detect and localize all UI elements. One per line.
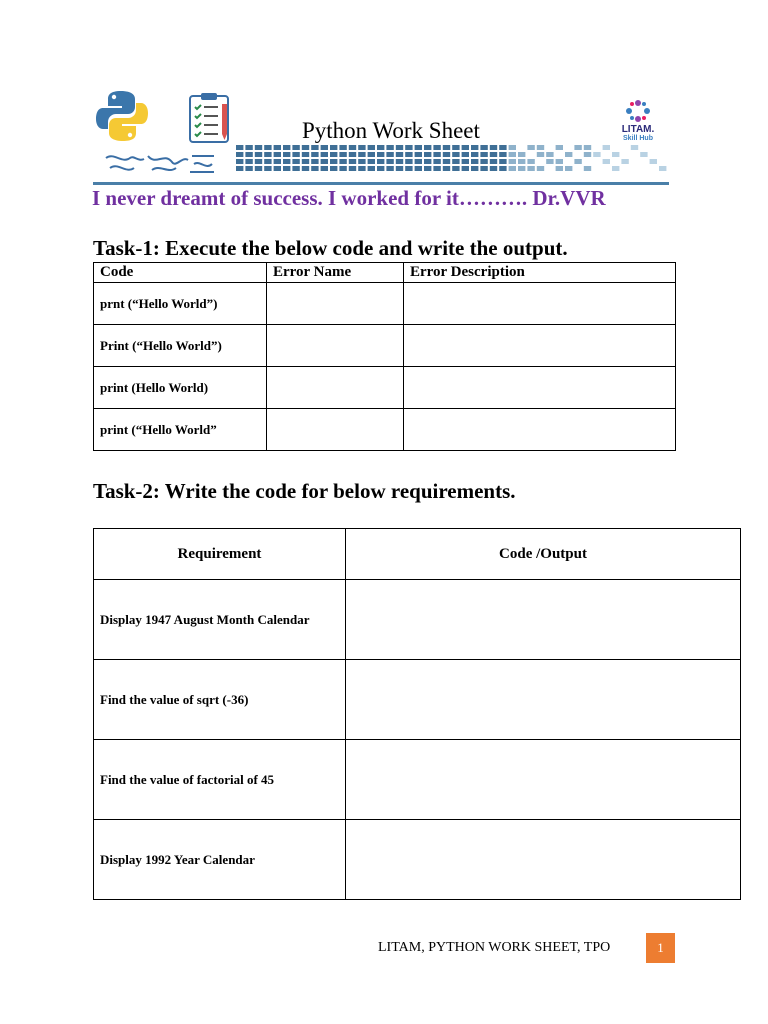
banner-block bbox=[603, 145, 610, 150]
banner-block bbox=[405, 159, 412, 164]
banner-block bbox=[377, 152, 384, 157]
banner-block bbox=[509, 145, 516, 150]
banner-block bbox=[330, 145, 337, 150]
banner-block bbox=[415, 145, 422, 150]
banner-block bbox=[462, 166, 469, 171]
banner-block bbox=[405, 145, 412, 150]
table-row bbox=[94, 740, 741, 820]
column-header-code: Code bbox=[94, 263, 267, 283]
error-name-cell[interactable] bbox=[267, 367, 404, 409]
banner-block bbox=[584, 166, 591, 171]
banner-block bbox=[424, 159, 431, 164]
banner-block bbox=[255, 152, 262, 157]
table-row bbox=[94, 820, 741, 900]
footer-text: LITAM, PYTHON WORK SHEET, TPO bbox=[378, 940, 611, 955]
code-output-cell[interactable] bbox=[346, 660, 741, 740]
banner-block bbox=[499, 159, 506, 164]
code-cell: prnt (“Hello World”) bbox=[94, 283, 267, 325]
banner-block bbox=[603, 159, 610, 164]
banner-block bbox=[480, 166, 487, 171]
banner-block bbox=[452, 145, 459, 150]
banner-block bbox=[396, 159, 403, 164]
banner-block bbox=[433, 159, 440, 164]
banner-block bbox=[311, 166, 318, 171]
error-description-cell[interactable] bbox=[404, 409, 676, 451]
banner-block bbox=[490, 159, 497, 164]
banner-block bbox=[415, 159, 422, 164]
table-header-row bbox=[94, 263, 676, 283]
banner-block bbox=[283, 152, 290, 157]
banner-block bbox=[527, 159, 534, 164]
banner-block bbox=[330, 152, 337, 157]
code-output-cell[interactable] bbox=[346, 740, 741, 820]
banner-block bbox=[236, 159, 243, 164]
banner-block bbox=[274, 166, 281, 171]
banner-block bbox=[462, 159, 469, 164]
litam-brand-name: LITAM. bbox=[621, 124, 655, 135]
litam-brand-subtitle: Skill Hub bbox=[623, 135, 653, 142]
banner-block bbox=[274, 159, 281, 164]
decorative-scribble-icon bbox=[104, 150, 216, 176]
banner-block bbox=[349, 159, 356, 164]
table-row bbox=[94, 325, 676, 367]
banner-block bbox=[424, 166, 431, 171]
column-header-error-name: Error Name bbox=[267, 263, 404, 283]
banner-block bbox=[424, 152, 431, 157]
banner-block bbox=[349, 152, 356, 157]
task1-heading: Task-1: Execute the below code and write the output. bbox=[93, 236, 568, 260]
table-row bbox=[94, 409, 676, 451]
banner-block bbox=[264, 152, 271, 157]
banner-block bbox=[537, 166, 544, 171]
litam-logo bbox=[612, 98, 664, 144]
banner-block bbox=[264, 159, 271, 164]
banner-block bbox=[509, 159, 516, 164]
banner-block bbox=[311, 145, 318, 150]
banner-block bbox=[339, 145, 346, 150]
banner-block bbox=[245, 145, 252, 150]
banner-block bbox=[339, 166, 346, 171]
banner-block bbox=[565, 166, 572, 171]
column-header-error-description: Error Description bbox=[404, 263, 676, 283]
banner-block bbox=[377, 159, 384, 164]
banner-block bbox=[349, 145, 356, 150]
banner-block bbox=[245, 166, 252, 171]
banner-block bbox=[556, 159, 563, 164]
banner-block bbox=[311, 159, 318, 164]
banner-block bbox=[537, 145, 544, 150]
banner-block bbox=[659, 166, 666, 171]
banner-block bbox=[612, 152, 619, 157]
banner-block bbox=[480, 145, 487, 150]
banner-block bbox=[264, 145, 271, 150]
banner-block bbox=[264, 166, 271, 171]
banner-block bbox=[292, 145, 299, 150]
banner-block bbox=[358, 166, 365, 171]
banner-block bbox=[452, 166, 459, 171]
table-row bbox=[94, 660, 741, 740]
banner-block bbox=[443, 152, 450, 157]
banner-block bbox=[443, 166, 450, 171]
banner-block bbox=[462, 152, 469, 157]
banner-block bbox=[386, 145, 393, 150]
decorative-blocks-banner bbox=[236, 144, 668, 174]
banner-block bbox=[574, 145, 581, 150]
requirement-cell: Display 1992 Year Calendar bbox=[94, 820, 346, 900]
banner-block bbox=[527, 166, 534, 171]
banner-block bbox=[527, 145, 534, 150]
banner-block bbox=[499, 145, 506, 150]
banner-block bbox=[631, 145, 638, 150]
banner-block bbox=[349, 166, 356, 171]
task2-table bbox=[93, 528, 741, 900]
code-cell: print (“Hello World” bbox=[94, 409, 267, 451]
banner-block bbox=[368, 152, 375, 157]
banner-block bbox=[565, 152, 572, 157]
banner-block bbox=[462, 145, 469, 150]
banner-block bbox=[584, 145, 591, 150]
banner-block bbox=[518, 152, 525, 157]
banner-block bbox=[650, 159, 657, 164]
banner-block bbox=[321, 152, 328, 157]
code-output-cell[interactable] bbox=[346, 580, 741, 660]
banner-block bbox=[236, 166, 243, 171]
banner-block bbox=[480, 152, 487, 157]
error-name-cell[interactable] bbox=[267, 409, 404, 451]
banner-block bbox=[415, 152, 422, 157]
banner-block bbox=[546, 152, 553, 157]
banner-block bbox=[415, 166, 422, 171]
banner-block bbox=[274, 152, 281, 157]
banner-block bbox=[509, 152, 516, 157]
banner-block bbox=[292, 159, 299, 164]
banner-block bbox=[574, 159, 581, 164]
banner-block bbox=[311, 152, 318, 157]
table-row bbox=[94, 580, 741, 660]
banner-block bbox=[452, 152, 459, 157]
banner-block bbox=[490, 166, 497, 171]
banner-block bbox=[255, 159, 262, 164]
banner-block bbox=[593, 152, 600, 157]
banner-block bbox=[480, 159, 487, 164]
banner-block bbox=[471, 145, 478, 150]
clipboard-checklist-icon bbox=[188, 92, 232, 144]
code-cell: print (Hello World) bbox=[94, 367, 267, 409]
table-row bbox=[94, 367, 676, 409]
banner-block bbox=[236, 152, 243, 157]
table-header-row bbox=[94, 529, 741, 580]
header-divider bbox=[93, 182, 669, 185]
banner-block bbox=[518, 166, 525, 171]
banner-block bbox=[302, 159, 309, 164]
banner-block bbox=[443, 159, 450, 164]
banner-block bbox=[321, 145, 328, 150]
requirement-cell: Display 1947 August Month Calendar bbox=[94, 580, 346, 660]
litam-logo-icon bbox=[623, 98, 653, 124]
banner-block bbox=[499, 152, 506, 157]
requirement-cell: Find the value of factorial of 45 bbox=[94, 740, 346, 820]
table-row bbox=[94, 283, 676, 325]
page-number-badge: 1 bbox=[646, 933, 675, 963]
code-cell: Print (“Hello World”) bbox=[94, 325, 267, 367]
banner-block bbox=[292, 152, 299, 157]
banner-block bbox=[537, 152, 544, 157]
banner-block bbox=[584, 152, 591, 157]
document-title: Python Work Sheet bbox=[302, 118, 480, 143]
banner-block bbox=[433, 166, 440, 171]
banner-block bbox=[330, 166, 337, 171]
python-logo-icon bbox=[94, 88, 150, 144]
error-description-cell[interactable] bbox=[404, 283, 676, 325]
banner-block bbox=[255, 145, 262, 150]
banner-block bbox=[433, 152, 440, 157]
banner-block bbox=[358, 152, 365, 157]
error-description-cell[interactable] bbox=[404, 367, 676, 409]
banner-block bbox=[490, 145, 497, 150]
banner-block bbox=[245, 159, 252, 164]
banner-block bbox=[499, 166, 506, 171]
banner-block bbox=[471, 166, 478, 171]
banner-block bbox=[405, 152, 412, 157]
banner-block bbox=[396, 152, 403, 157]
banner-block bbox=[396, 166, 403, 171]
error-description-cell[interactable] bbox=[404, 325, 676, 367]
column-header-code-output: Code /Output bbox=[346, 529, 741, 580]
banner-block bbox=[283, 159, 290, 164]
banner-block bbox=[443, 145, 450, 150]
banner-block bbox=[236, 145, 243, 150]
banner-block bbox=[368, 145, 375, 150]
task1-table bbox=[93, 262, 676, 451]
banner-block bbox=[245, 152, 252, 157]
banner-block bbox=[396, 145, 403, 150]
banner-block bbox=[377, 166, 384, 171]
banner-block bbox=[339, 152, 346, 157]
banner-block bbox=[386, 159, 393, 164]
task2-heading: Task-2: Write the code for below requirements. bbox=[93, 479, 516, 503]
banner-block bbox=[292, 166, 299, 171]
banner-block bbox=[358, 145, 365, 150]
banner-block bbox=[471, 159, 478, 164]
banner-block bbox=[283, 166, 290, 171]
banner-block bbox=[386, 166, 393, 171]
banner-block bbox=[405, 166, 412, 171]
banner-block bbox=[330, 159, 337, 164]
error-name-cell[interactable] bbox=[267, 283, 404, 325]
banner-block bbox=[358, 159, 365, 164]
requirement-cell: Find the value of sqrt (-36) bbox=[94, 660, 346, 740]
banner-block bbox=[274, 145, 281, 150]
banner-block bbox=[556, 145, 563, 150]
banner-block bbox=[556, 166, 563, 171]
banner-block bbox=[471, 152, 478, 157]
banner-block bbox=[490, 152, 497, 157]
banner-block bbox=[386, 152, 393, 157]
banner-block bbox=[321, 159, 328, 164]
banner-block bbox=[518, 159, 525, 164]
banner-block bbox=[321, 166, 328, 171]
banner-block bbox=[368, 166, 375, 171]
banner-block bbox=[612, 166, 619, 171]
banner-block bbox=[640, 152, 647, 157]
banner-block bbox=[302, 145, 309, 150]
banner-block bbox=[302, 166, 309, 171]
banner-block bbox=[368, 159, 375, 164]
banner-block bbox=[452, 159, 459, 164]
banner-block bbox=[339, 159, 346, 164]
banner-block bbox=[546, 159, 553, 164]
banner-block bbox=[255, 166, 262, 171]
banner-block bbox=[377, 145, 384, 150]
banner-block bbox=[433, 145, 440, 150]
banner-block bbox=[302, 152, 309, 157]
motivational-quote: I never dreamt of success. I worked for it………. Dr.VVR bbox=[92, 186, 606, 210]
column-header-requirement: Requirement bbox=[94, 529, 346, 580]
banner-block bbox=[621, 159, 628, 164]
banner-block bbox=[509, 166, 516, 171]
banner-block bbox=[283, 145, 290, 150]
banner-block bbox=[424, 145, 431, 150]
error-name-cell[interactable] bbox=[267, 325, 404, 367]
code-output-cell[interactable] bbox=[346, 820, 741, 900]
